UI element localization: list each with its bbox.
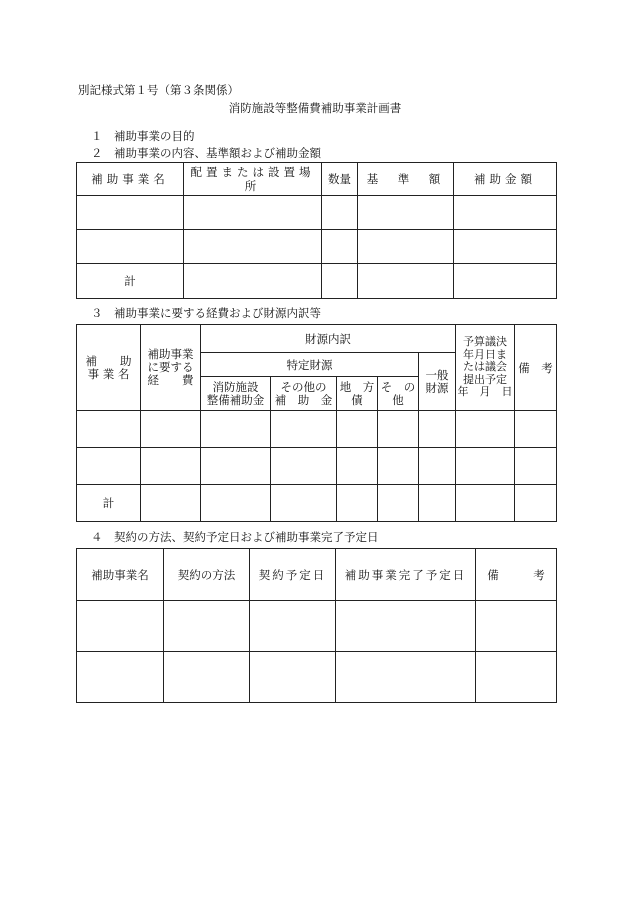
table-cell[interactable]	[184, 196, 322, 230]
table-cell[interactable]	[141, 411, 201, 448]
table-cell[interactable]	[322, 264, 358, 299]
table-cell[interactable]	[322, 230, 358, 264]
table-cell[interactable]	[337, 411, 378, 448]
total-label: 計	[77, 264, 184, 299]
header-other: そ の 他	[378, 377, 419, 411]
table-cell[interactable]	[184, 230, 322, 264]
table-header-row	[77, 549, 557, 601]
table-cell[interactable]	[77, 652, 164, 703]
header-project-name: 補助事業名	[77, 163, 184, 196]
section-4-heading: ４ 契約の方法、契約予定日および補助事業完了予定日	[91, 530, 379, 544]
table-cell[interactable]	[358, 230, 454, 264]
table-cell[interactable]	[201, 448, 271, 485]
section-2-heading: ２ 補助事業の内容、基準額および補助金額	[91, 146, 321, 160]
table-row	[77, 230, 557, 264]
table-header-row	[77, 325, 557, 353]
header-funding-breakdown: 財源内訳	[201, 325, 456, 353]
table-header-row	[77, 163, 557, 196]
table-cell[interactable]	[337, 448, 378, 485]
table-cell[interactable]	[201, 485, 271, 522]
subsidy-content-table	[76, 162, 557, 299]
table-cell[interactable]	[250, 601, 336, 652]
header-location: 配置または設置場所	[184, 163, 322, 196]
header-cost: 補助事業 に要する 経 費	[141, 325, 201, 411]
table-cell[interactable]	[378, 448, 419, 485]
table-cell[interactable]	[454, 230, 557, 264]
table-cell[interactable]	[515, 411, 557, 448]
table-cell[interactable]	[515, 485, 557, 522]
header-remarks: 備 考	[476, 549, 557, 601]
table-cell[interactable]	[271, 411, 337, 448]
table-cell[interactable]	[454, 264, 557, 299]
table-cell[interactable]	[77, 601, 164, 652]
table-cell[interactable]	[271, 448, 337, 485]
contract-schedule-table	[76, 548, 557, 703]
table-cell[interactable]	[164, 652, 250, 703]
table-cell[interactable]	[456, 448, 515, 485]
table-cell[interactable]	[184, 264, 322, 299]
header-quantity: 数量	[322, 163, 358, 196]
table-cell[interactable]	[77, 411, 141, 448]
expense-funding-table	[76, 324, 557, 522]
table-cell[interactable]	[358, 196, 454, 230]
table-cell[interactable]	[337, 485, 378, 522]
table-row	[77, 448, 557, 485]
table-row	[77, 652, 557, 703]
table-row	[77, 601, 557, 652]
table-cell[interactable]	[419, 485, 456, 522]
document-title: 消防施設等整備費補助事業計画書	[228, 101, 402, 115]
table-cell[interactable]	[322, 196, 358, 230]
header-subsidy-amount: 補助金額	[454, 163, 557, 196]
header-project-name: 補助事業名	[77, 549, 164, 601]
table-cell[interactable]	[336, 601, 476, 652]
table-cell[interactable]	[476, 601, 557, 652]
section-1-heading: １ 補助事業の目的	[91, 129, 195, 143]
table-cell[interactable]	[77, 448, 141, 485]
table-cell[interactable]	[419, 448, 456, 485]
table-row	[77, 196, 557, 230]
header-fire-subsidy: 消防施設 整備補助金	[201, 377, 271, 411]
table-cell[interactable]	[358, 264, 454, 299]
total-row	[77, 264, 557, 299]
header-other-subsidy: その他の 補 助 金	[271, 377, 337, 411]
table-cell[interactable]	[515, 448, 557, 485]
table-cell[interactable]	[456, 485, 515, 522]
header-specific-funding: 特定財源	[201, 353, 419, 377]
table-cell[interactable]	[378, 485, 419, 522]
header-contract-method: 契約の方法	[164, 549, 250, 601]
section-3-heading: ３ 補助事業に要する経費および財源内訳等	[91, 306, 321, 320]
table-cell[interactable]	[336, 652, 476, 703]
header-contract-date: 契約予定日	[250, 549, 336, 601]
header-general-funding: 一般 財源	[419, 353, 456, 411]
table-cell[interactable]	[419, 411, 456, 448]
table-cell[interactable]	[250, 652, 336, 703]
table-cell[interactable]	[271, 485, 337, 522]
table-cell[interactable]	[77, 230, 184, 264]
table-cell[interactable]	[456, 411, 515, 448]
table-row	[77, 411, 557, 448]
table-cell[interactable]	[164, 601, 250, 652]
table-cell[interactable]	[201, 411, 271, 448]
total-label: 計	[77, 485, 141, 522]
table-cell[interactable]	[476, 652, 557, 703]
table-cell[interactable]	[141, 485, 201, 522]
header-base-amount: 基 準 額	[358, 163, 454, 196]
table-cell[interactable]	[77, 196, 184, 230]
table-cell[interactable]	[378, 411, 419, 448]
header-completion-date: 補助事業完了予定日	[336, 549, 476, 601]
header-project-name: 補 助 事 業 名	[77, 325, 141, 411]
table-cell[interactable]	[141, 448, 201, 485]
total-row	[77, 485, 557, 522]
form-label: 別記様式第１号（第３条関係）	[78, 83, 239, 97]
header-local-bond: 地 方 債	[337, 377, 378, 411]
header-remarks: 備 考	[515, 325, 557, 411]
header-budget-date: 予算議決 年月日ま たは議会 提出予定 年 月 日	[456, 325, 515, 411]
table-cell[interactable]	[454, 196, 557, 230]
